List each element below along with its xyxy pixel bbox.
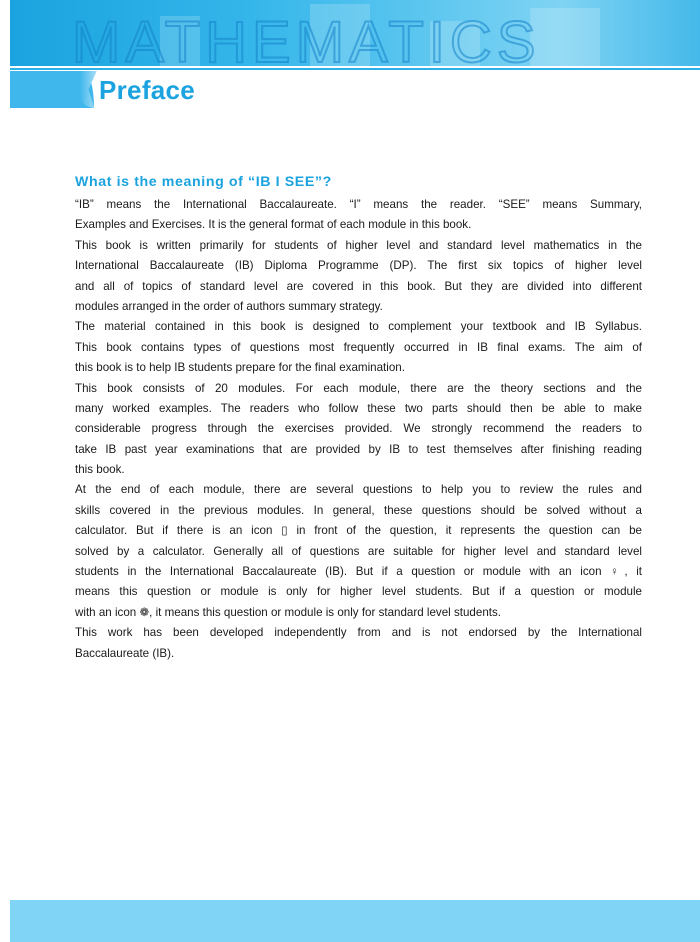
text-line: means this question or module is only for higher level students. But if a question or module [75, 585, 642, 599]
text-line: “IB” means the International Baccalaureate. “I” means the reader. “SEE” means Summary, [75, 198, 642, 211]
text-line: modules arranged in the order of authors summary strategy. [75, 299, 383, 313]
footer-band [10, 900, 700, 942]
section-heading: What is the meaning of “IB I SEE”? [75, 174, 332, 190]
body-text [75, 195, 642, 664]
text-line: many worked examples. The readers who follow these two parts should then be able to make [75, 401, 642, 415]
text-line: with an icon ❁, it means this question or module is only for standard level students. [75, 605, 502, 619]
text-line: At the end of each module, there are several questions to help you to review the rules and [75, 483, 642, 497]
text-line: this book is to help IB students prepare for the final examination. [75, 361, 405, 375]
text-line: students in the International Baccalaureate (IB). But if a question or module with an icon ♀, it [75, 565, 642, 579]
text-line: International Baccalaureate (IB) Diploma Programme (DP). The first six topics of higher level [75, 259, 642, 273]
text-line: Examples and Exercises. It is the general format of each module in this book. [75, 218, 472, 232]
text-line: take IB past year examinations that are provided by IB to test themselves after finishing reading [75, 442, 642, 456]
text-line: This book consists of 20 modules. For each module, there are the theory sections and the [75, 381, 642, 395]
text-line: The material contained in this book is designed to complement your textbook and IB Syllabus. [75, 320, 642, 334]
page-title: Preface [99, 75, 196, 105]
text-line: considerable progress through the exercises provided. We strongly recommend the readers to [75, 422, 642, 436]
banner-word: MATHEMATICS [72, 10, 541, 66]
text-line: Baccalaureate (IB). [75, 646, 175, 660]
text-line: This book is written primarily for students of higher level and standard level mathematics in the [75, 238, 642, 252]
text-line: and all of topics of standard level are covered in this book. But they are divided into different [75, 279, 642, 293]
header-banner [10, 0, 700, 66]
text-line: This book contains types of questions most frequently occurred in IB final exams. The aim of [75, 340, 642, 354]
text-line: this book. [75, 463, 125, 477]
text-line: This work has been developed independently from and is not endorsed by the International [75, 626, 642, 640]
text-line: calculator. But if there is an icon ▯ in front of the question, it represents the question can be [75, 524, 642, 538]
text-line: skills covered in the previous modules. In general, these questions should be solved without a [75, 503, 642, 517]
header-rule [10, 68, 700, 70]
text-line: solved by a calculator. Generally all of questions are suitable for higher level and standard level [75, 544, 642, 558]
